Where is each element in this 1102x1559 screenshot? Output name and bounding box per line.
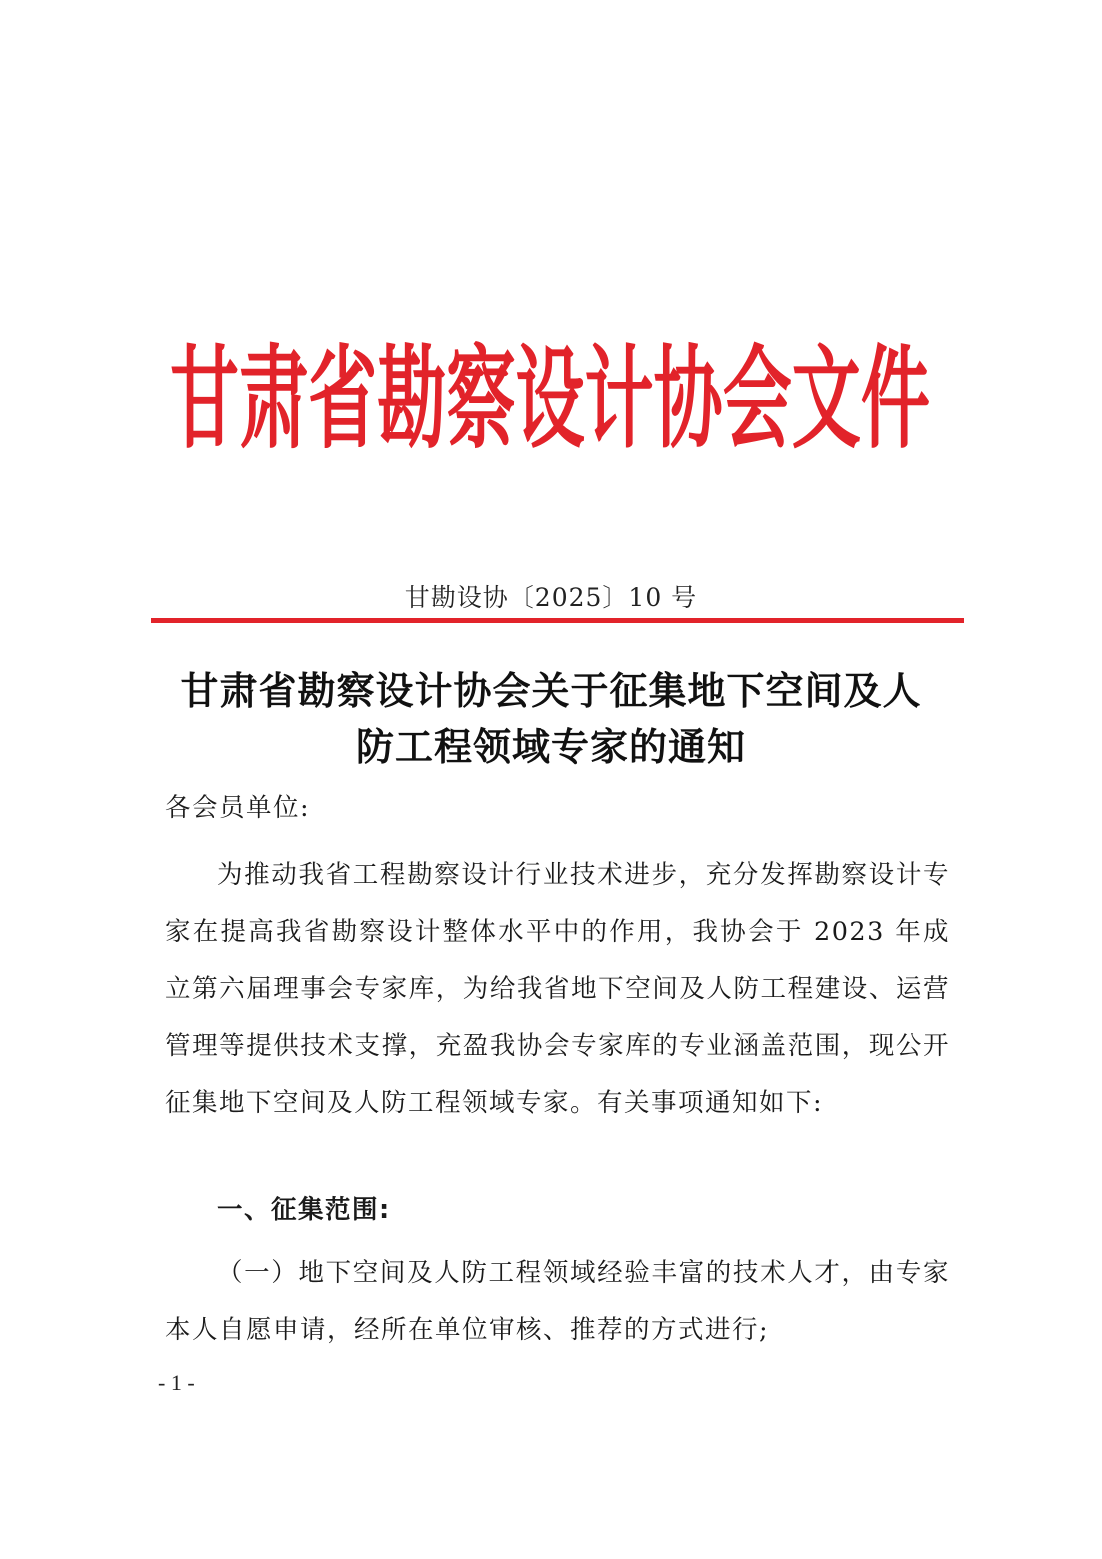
masthead-title-text: 甘肃省勘察设计协会文件	[169, 333, 930, 465]
document-number: 甘勘设协〔2025〕10 号	[404, 583, 698, 612]
notice-title-line-1: 甘肃省勘察设计协会关于征集地下空间及人	[180, 668, 922, 713]
notice-title	[150, 663, 952, 775]
salutation: 各会员单位:	[165, 793, 311, 823]
red-divider-line	[151, 618, 964, 623]
notice-title-line-2: 防工程领域专家的通知	[355, 724, 746, 769]
intro-paragraph: 为推动我省工程勘察设计行业技术进步，充分发挥勘察设计专家在提高我省勘察设计整体水平中的作用，我协会于 2023 年成立第六届理事会专家库，为给我省地下空间及人防工程建设、运营管理等提供技术支撑，充盈我协会专家库的专业涵盖范围，现公开征集地下空间及人防工程领域专家。有关事项通知如下:	[165, 860, 950, 1118]
masthead-title	[150, 320, 950, 470]
masthead-title-graphic	[150, 320, 950, 470]
page-number: - 1 -	[158, 1370, 195, 1395]
scope-item-1: （一）地下空间及人防工程领域经验丰富的技术人才，由专家本人自愿申请，经所在单位审核、推荐的方式进行;	[165, 1258, 950, 1345]
section-heading-scope: 一、征集范围:	[217, 1195, 391, 1225]
